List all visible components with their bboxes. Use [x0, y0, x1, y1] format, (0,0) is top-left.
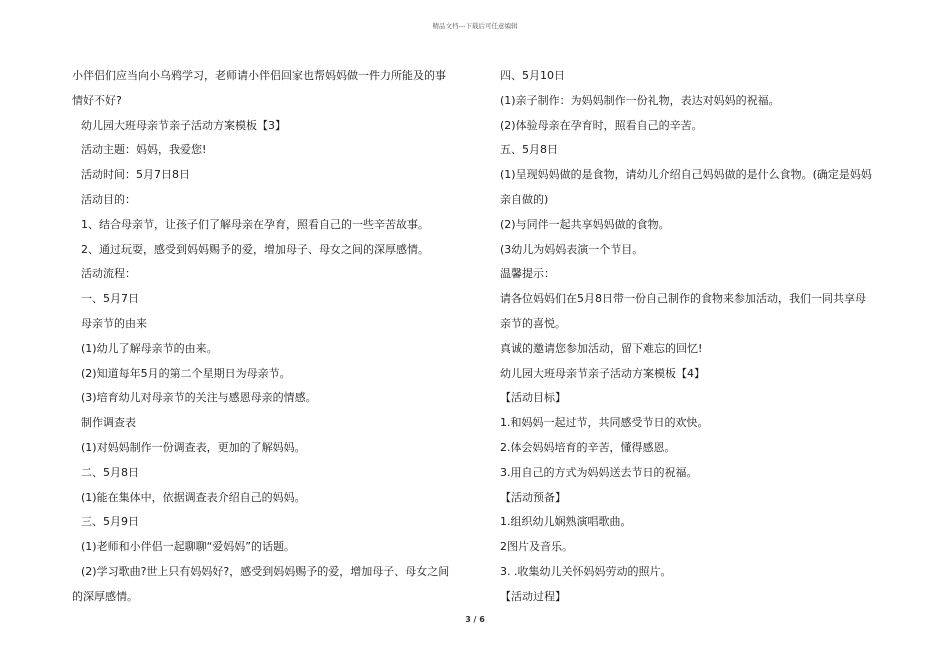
text-line: 五、5月8日 [500, 143, 558, 157]
text-line: 3.用自己的方式为妈妈送去节日的祝福。 [500, 465, 698, 479]
text-line: 亲自做的) [500, 192, 549, 206]
text-line: 【活动过程】 [500, 589, 566, 603]
text-line: (2)与同伴一起共享妈妈做的食物。 [500, 217, 670, 231]
text-line: 温馨提示： [500, 267, 555, 281]
page-header: 精品文档---下载后可任意编辑 [432, 22, 518, 30]
text-line: 活动目的： [81, 192, 136, 206]
text-line: 1.组织幼儿娴熟演唱歌曲。 [500, 515, 632, 529]
text-line: 活动流程： [81, 267, 136, 281]
text-line: 活动时间：5月7日8日 [81, 168, 190, 182]
text-line: 【活动目标】 [500, 391, 566, 405]
text-line: 亲节的喜悦。 [500, 316, 566, 330]
text-line: (2)知道每年5月的第二个星期日为母亲节。 [81, 366, 291, 380]
text-line: 【活动预备】 [500, 490, 566, 504]
text-line: 2.体会妈妈培育的辛苦，懂得感恩。 [500, 440, 676, 454]
text-line: (1)能在集体中，依据调查表介绍自己的妈妈。 [81, 490, 306, 504]
text-line: (1)亲子制作：为妈妈制作一份礼物，表达对妈妈的祝福。 [500, 93, 780, 107]
text-line: (1)呈现妈妈做的是食物，请幼儿介绍自己妈妈做的是什么食物。(确定是妈妈 [500, 168, 872, 182]
text-line: (1)老师和小伴侣一起聊聊“爱妈妈”的话题。 [81, 540, 295, 554]
text-line: (1)对妈妈制作一份调查表，更加的了解妈妈。 [81, 440, 306, 454]
text-line: 3. .收集幼儿关怀妈妈劳动的照片。 [500, 564, 672, 578]
text-line: 三、5月9日 [81, 515, 139, 529]
text-line: 2图片及音乐。 [500, 540, 573, 554]
text-line: 一、5月7日 [81, 292, 139, 306]
text-line: (1)幼儿了解母亲节的由来。 [81, 341, 218, 355]
text-line: 活动主题：妈妈，我爱您! [81, 143, 207, 157]
text-line: 真诚的邀请您参加活动，留下难忘的回忆! [500, 341, 703, 355]
text-line: 母亲节的由来 [81, 316, 147, 330]
text-line: (2)体验母亲在孕育时，照看自己的辛苦。 [500, 118, 703, 132]
text-line: (3)培育幼儿对母亲节的关注与感恩母亲的情感。 [81, 391, 317, 405]
text-line: 幼儿园大班母亲节亲子活动方案模板【4】 [500, 366, 705, 380]
text-line: (3幼儿为妈妈表演一个节目。 [500, 242, 644, 256]
text-line: 情好不好? [72, 93, 122, 107]
text-line: (2)学习歌曲?世上只有妈妈好?，感受到妈妈赐予的爱，增加母子、母女之间 [81, 564, 450, 578]
text-line: 二、5月8日 [81, 465, 139, 479]
text-line: 幼儿园大班母亲节亲子活动方案模板【3】 [81, 118, 286, 132]
text-line: 制作调查表 [81, 416, 136, 430]
page-number: 3 / 6 [465, 615, 485, 624]
text-line: 四、5月10日 [500, 69, 565, 82]
text-line: 2、通过玩耍，感受到妈妈赐予的爱，增加母子、母女之间的深厚感情。 [81, 242, 429, 256]
text-line: 1.和妈妈一起过节，共同感受节日的欢快。 [500, 416, 709, 430]
text-line: 请各位妈妈们在5月8日带一份自己制作的食物来参加活动，我们一同共享母 [500, 292, 866, 306]
text-line: 1、结合母亲节，让孩子们了解母亲在孕育，照看自己的一些辛苦故事。 [81, 217, 429, 231]
left-text-column [72, 64, 457, 610]
text-line: 小伴侣们应当向小乌鸦学习，老师请小伴侣回家也帮妈妈做一件力所能及的事 [72, 69, 446, 82]
text-line: 的深厚感情。 [72, 589, 138, 603]
right-text-column [500, 64, 885, 610]
